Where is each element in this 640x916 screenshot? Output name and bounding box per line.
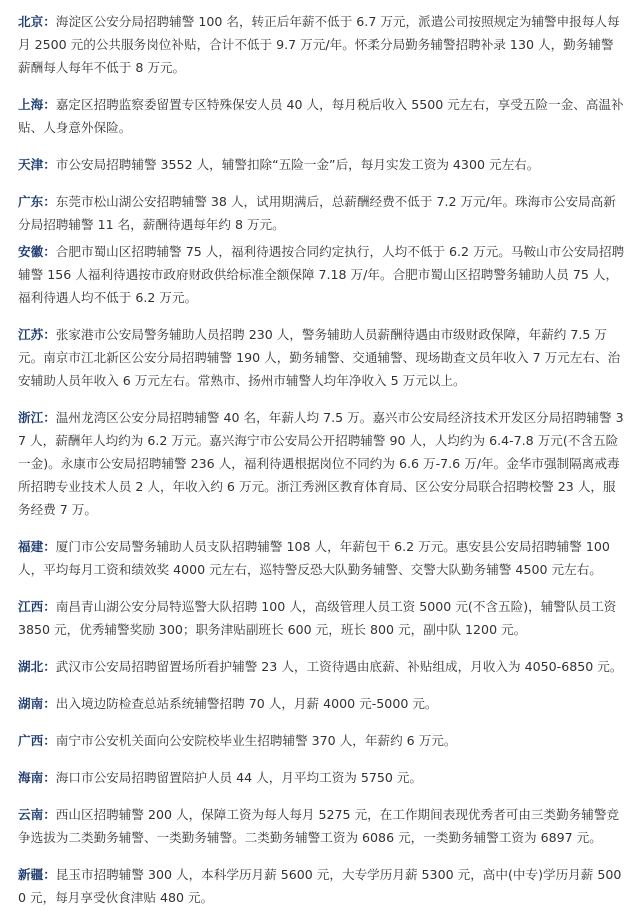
entry-zhejiang [18, 406, 626, 521]
entry-text: 海口市公安局招聘留置陪护人员 44 人，月平均工资为 5750 元。 [55, 770, 423, 785]
region-label: 上海： [18, 97, 56, 112]
entry-tianjin [18, 153, 626, 176]
region-label: 天津： [18, 157, 56, 172]
entry-text: 市公安局招聘辅警 3552 人，辅警扣除“五险一金”后，每月实发工资为 4300 元左右。 [55, 157, 540, 172]
entry-jiangsu [18, 323, 626, 392]
region-label: 云南： [18, 807, 56, 822]
region-label: 江苏： [18, 327, 56, 342]
region-label: 安徽： [18, 244, 56, 259]
region-label: 北京： [18, 14, 56, 29]
entry-text: 温州龙湾区公安分局招聘辅警 40 名，年薪人均 7.5 万。嘉兴市公安局经济技术开发区分局招聘辅警 37 人，薪酬年人均约为 6.2 万元。嘉兴海宁市公安局公开招聘辅警 90 人，人均约为 6.4-7.8 万元(不含五险一金)。永康市公安局招聘辅警 236 人，福利待遇根据岗位不同约为 6.6 万-7.6 万/年。金华市强制隔离戒毒所招聘专业技术人员 2 人，年收入约 6 万元。浙江秀洲区教育体育局、区公安分局联合招聘校警 23 人，服务经费 7 万。 [18, 410, 624, 517]
entry-text: 海淀区公安分局招聘辅警 100 名，转正后年薪不低于 6.7 万元，派遣公司按照规定为辅警申报每人每月 2500 元的公共服务岗位补贴，合计不低于 9.7 万元/年。怀柔分局勤务辅警招聘补录 130 人，勤务辅警薪酬每人每年不低于 8 万元。 [18, 14, 620, 75]
region-label: 湖南： [18, 696, 56, 711]
region-label: 新疆： [18, 867, 56, 882]
region-label: 福建： [18, 539, 56, 554]
entry-text: 南昌青山湖公安分局特巡警大队招聘 100 人，高级管理人员工资 5000 元(不含五险)，辅警队员工资 3850 元，优秀辅警奖励 300；职务津贴副班长 600 元，班长 800 元，副中队 1200 元。 [18, 599, 617, 637]
entry-jiangxi [18, 595, 626, 641]
entry-beijing [18, 10, 626, 79]
region-label: 浙江： [18, 410, 56, 425]
entry-anhui [18, 240, 626, 309]
entry-guangxi [18, 729, 626, 752]
entry-hunan [18, 692, 626, 715]
entry-yunnan [18, 803, 626, 849]
entry-xinjiang [18, 863, 626, 909]
entry-text: 合肥市蜀山区招聘辅警 75 人，福利待遇按合同约定执行，人均不低于 6.2 万元。马鞍山市公安局招聘辅警 156 人福利待遇按市政府财政供给标准全额保障 7.18 万/年。合肥市蜀山区招聘警务辅助人员 75 人，福利待遇人均不低于 6.2 万元。 [18, 244, 625, 305]
entry-text: 南宁市公安机关面向公安院校毕业生招聘辅警 370 人，年薪约 6 万元。 [55, 733, 457, 748]
entry-hubei [18, 655, 626, 678]
entry-hainan [18, 766, 626, 789]
entry-text: 张家港市公安局警务辅助人员招聘 230 人，警务辅助人员薪酬待遇由市级财政保障，年薪约 7.5 万元。南京市江北新区公安分局招聘辅警 190 人，勤务辅警、交通辅警、现场勘查文员年收入 7 万元左右、治安辅助人员年收入 6 万元左右。常熟市、扬州市辅警人均年净收入 5 万元以上。 [18, 327, 621, 388]
entry-fujian [18, 535, 626, 581]
entry-text: 东莞市松山湖公安招聘辅警 38 人，试用期满后，总薪酬经费不低于 7.2 万元/年。珠海市公安局高新分局招聘辅警 11 名，薪酬待遇每年约 8 万元。 [18, 194, 616, 232]
entry-shanghai [18, 93, 626, 139]
entry-text: 出入境边防检查总站系统辅警招聘 70 人，月薪 4000 元-5000 元。 [55, 696, 438, 711]
entry-text: 昆玉市招聘辅警 300 人，本科学历月薪 5600 元，大专学历月薪 5300 元，高中(中专)学历月薪 5000 元，每月享受伙食津贴 480 元。 [18, 867, 622, 905]
region-label: 湖北： [18, 659, 56, 674]
region-label: 海南： [18, 770, 56, 785]
entry-guangdong [18, 190, 626, 236]
entry-text: 西山区招聘辅警 200 人，保障工资为每人每月 5275 元，在工作期间表现优秀者可由三类勤务辅警竞争选拔为二类勤务辅警、一类勤务辅警。二类勤务辅警工资为 6086 元，一类勤务辅警工资为 6897 元。 [18, 807, 620, 845]
entry-text: 武汉市公安局招聘留置场所看护辅警 23 人，工资待遇由底薪、补贴组成，月收入为 4050-6850 元。 [55, 659, 623, 674]
region-label: 江西： [18, 599, 56, 614]
region-label: 广东： [18, 194, 56, 209]
entry-text: 厦门市公安局警务辅助人员支队招聘辅警 108 人，年薪包干 6.2 万元。惠安县公安局招聘辅警 100 人，平均每月工资和绩效奖 4000 元左右，巡特警反恐大队勤务辅警、交警大队勤务辅警 4500 元左右。 [18, 539, 610, 577]
region-label: 广西： [18, 733, 56, 748]
entry-text: 嘉定区招聘监察委留置专区特殊保安人员 40 人，每月税后收入 5500 元左右，享受五险一金、高温补贴、人身意外保险。 [18, 97, 624, 135]
